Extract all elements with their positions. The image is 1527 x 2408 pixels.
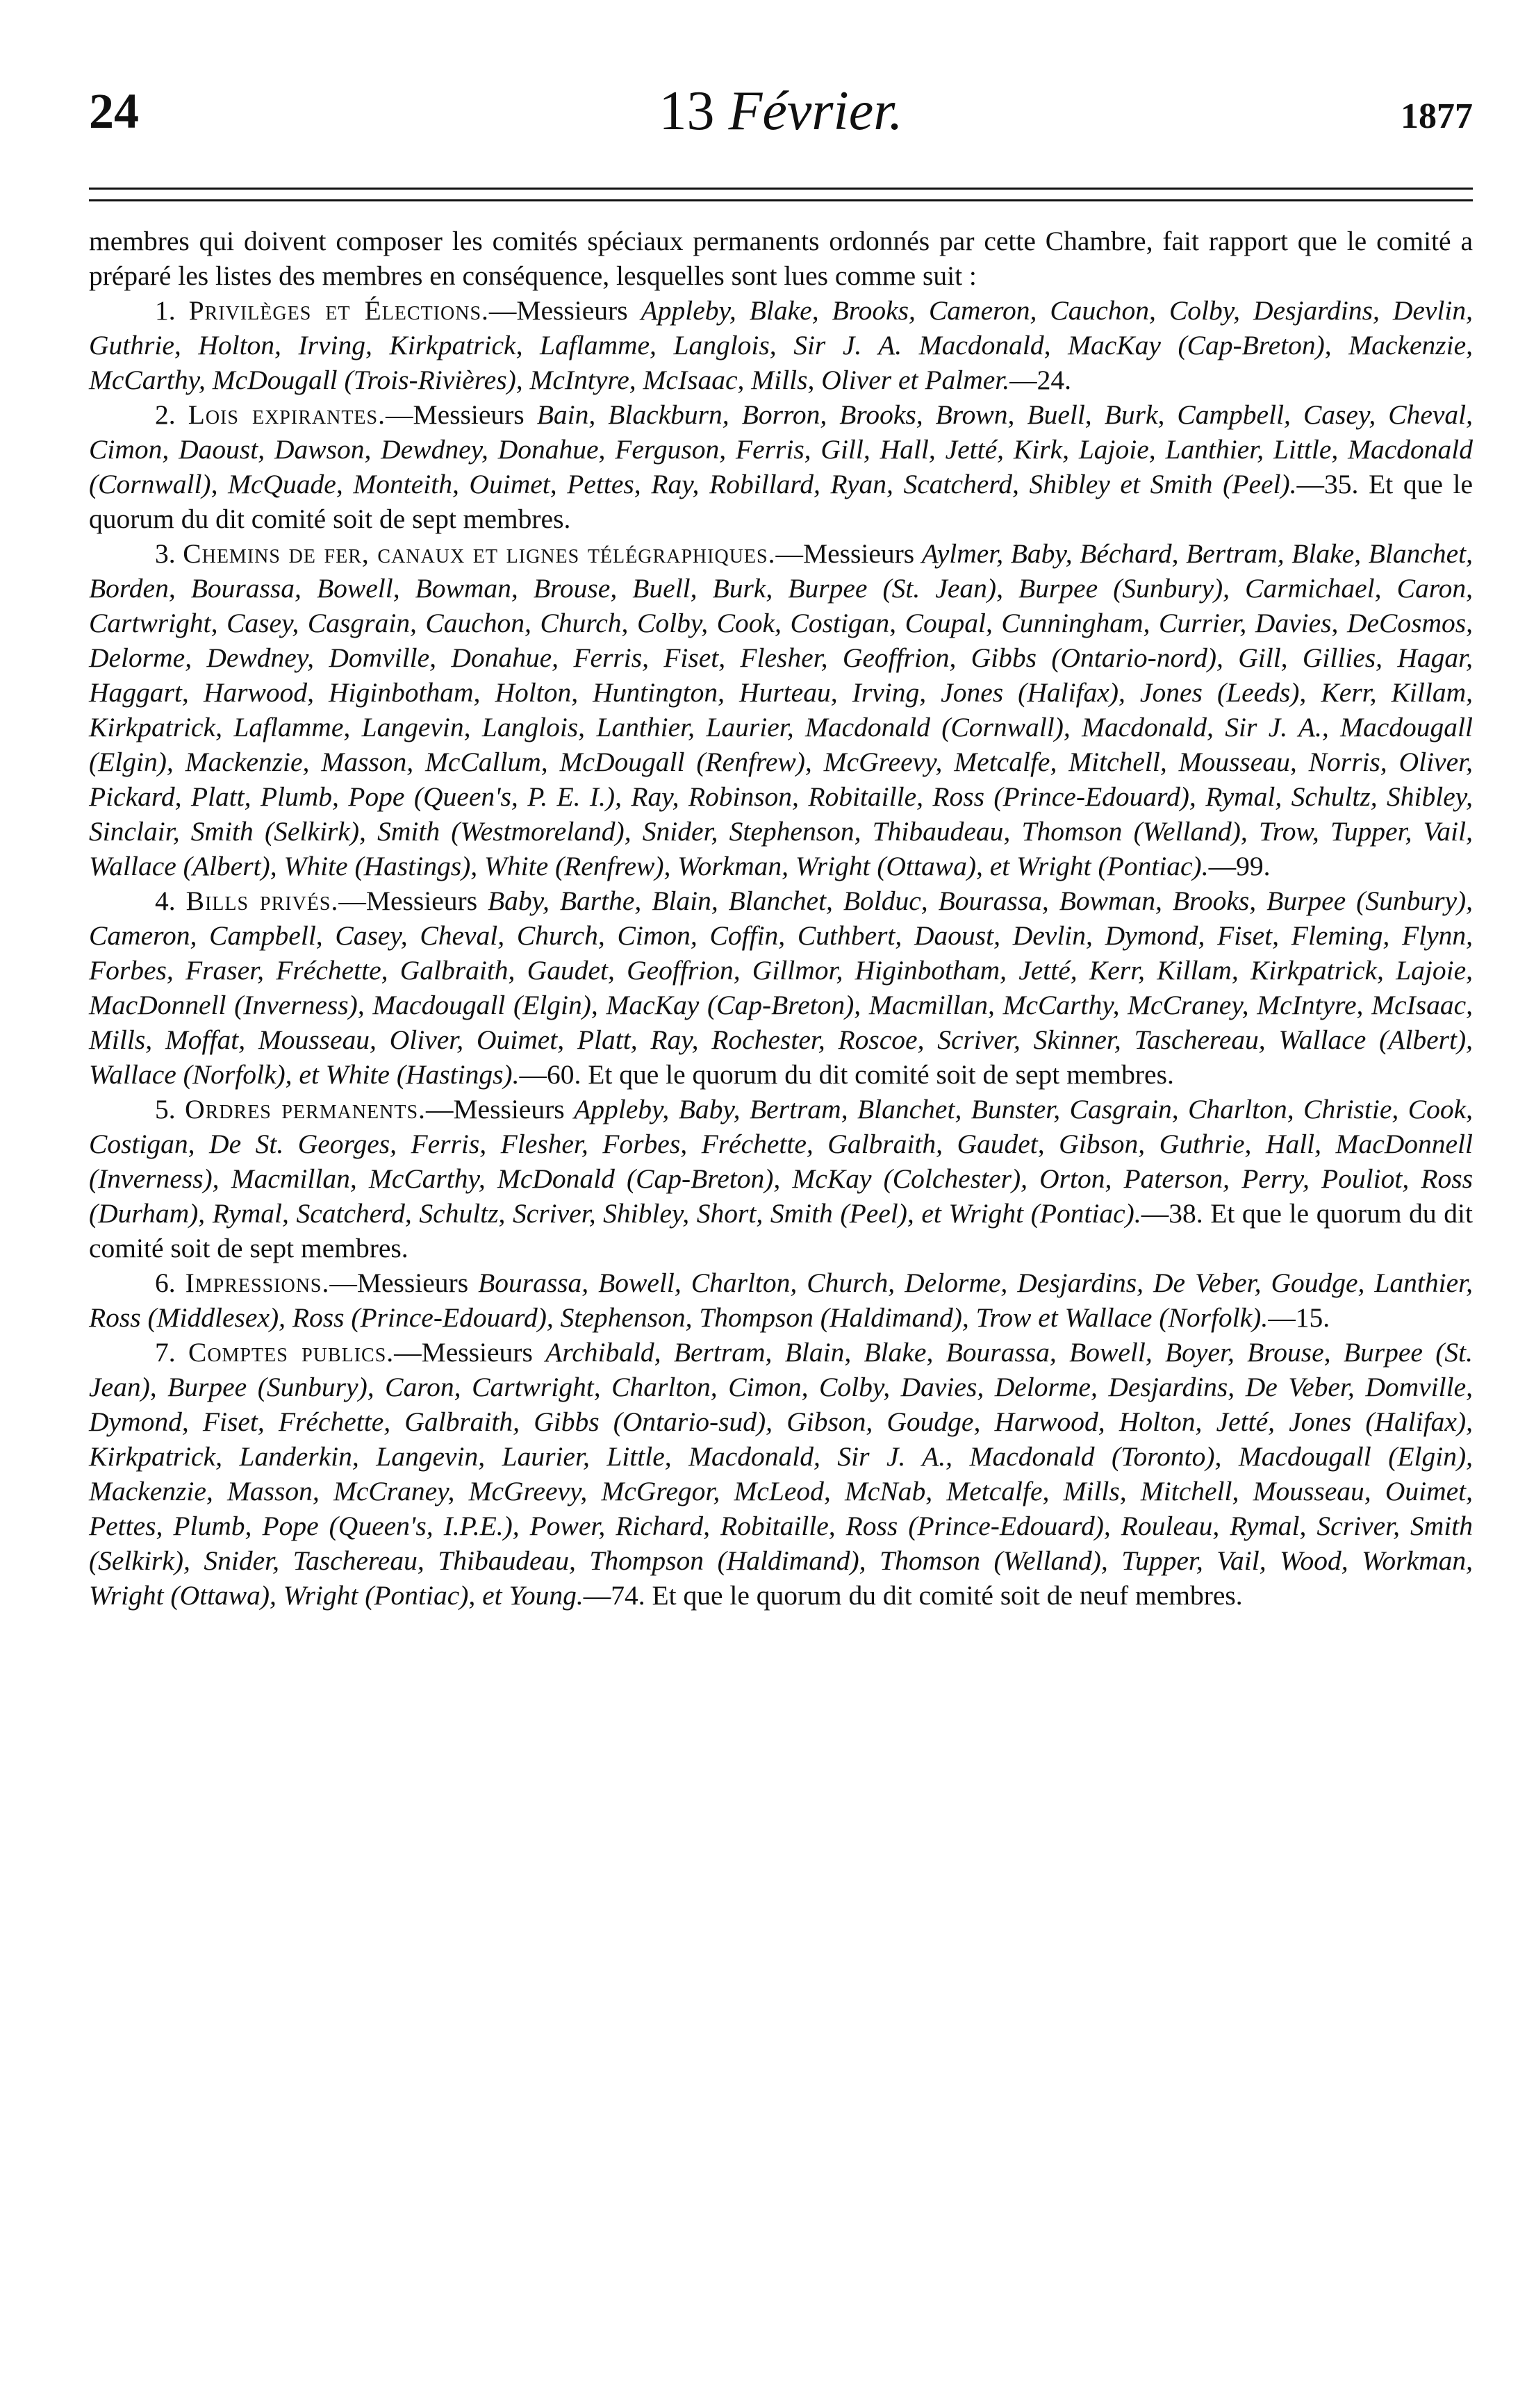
section-7 <box>89 1335 1473 1613</box>
section-1 <box>89 293 1473 397</box>
section-3 <box>89 536 1473 883</box>
section-tail: —74. Et que le quorum du dit comité soit de neuf membres. <box>583 1580 1243 1611</box>
page-number: 24 <box>89 83 139 139</box>
header-year: 1877 <box>1401 97 1473 136</box>
section-number: 1. <box>155 295 176 326</box>
member-names: Appleby, Blake, Brooks, Cameron, Cauchon, Colby, Desjardins, Devlin, Guthrie, Holton, Irving, Kirkpatrick, Laflamme, Langlois, Sir J. A. Macdonald, MacKay (Cap-Breton), Mackenzie, McCarthy, McDougall (Trois-Rivières), McIntyre, McIsaac, Mills, Oliver et Palmer. <box>89 295 1474 395</box>
member-names: Bain, Blackburn, Borron, Brooks, Brown, Buell, Burk, Campbell, Casey, Cheval, Cimon, Daoust, Dawson, Dewdney, Donahue, Ferguson, Ferris, Gill, Hall, Jetté, Kirk, Lajoie, Lanthier, Little, Macdonald (Cornwall), McQuade, Monteith, Ouimet, Pettes, Ray, Robillard, Ryan, Scatcherd, Shibley et Smith (Peel). <box>89 399 1473 499</box>
section-2 <box>89 397 1473 536</box>
section-lead: —Messieurs <box>394 1337 546 1368</box>
member-names: Archibald, Bertram, Blain, Blake, Bourassa, Bowell, Boyer, Brouse, Burpee (St. Jean), Burpee (Sunbury), Caron, Cartwright, Charlton, Cimon, Colby, Davies, Delorme, Desjardins, De Veber, Domville, Dymond, Fiset, Fréchette, Galbraith, Gibbs (Ontario-sud), Gibson, Goudge, Harwood, Holton, Jetté, Jones (Halifax), Kirkpatrick, Landerkin, Langevin, Laurier, Little, Macdonald, Sir J. A., Macdonald (Toronto), Macdougall (Elgin), Mackenzie, Masson, McCraney, McGreevy, McGregor, McLeod, McNab, Metcalfe, Mills, Mitchell, Mousseau, Ouimet, Pettes, Plumb, Pope (Queen's, I.P.E.), Power, Richard, Robitaille, Ross (Prince-Edouard), Rouleau, Rymal, Scriver, Smith (Selkirk), Snider, Taschereau, Thibaudeau, Thompson (Haldimand), Thomson (Welland), Tupper, Vail, Wood, Workman, Wright (Ottawa), Wright (Pontiac), et Young. <box>89 1337 1473 1611</box>
section-number: 7. <box>155 1337 176 1368</box>
section-title: Privilèges et Élections. <box>188 295 489 326</box>
section-lead: —Messieurs <box>488 295 641 326</box>
section-lead: —Messieurs <box>338 886 488 916</box>
section-5 <box>89 1092 1473 1265</box>
body-text <box>89 224 1473 1613</box>
intro-paragraph: membres qui doivent composer les comités spéciaux permanents ordonnés par cette Chambre, fait rapport que le comité a préparé les listes des membres en conséquence, lesquelles sont lues comme suit : <box>89 226 1473 291</box>
section-number: 6. <box>155 1268 176 1298</box>
section-lead: —Messieurs <box>425 1094 575 1124</box>
section-number: 3. <box>155 538 176 569</box>
section-title: Comptes publics. <box>188 1337 395 1368</box>
header-date <box>89 73 1473 149</box>
section-tail: —60. Et que le quorum du dit comité soit de sept membres. <box>519 1059 1174 1090</box>
page-header <box>89 73 1473 149</box>
section-tail: —15. <box>1268 1302 1330 1333</box>
header-month: Février. <box>728 81 903 142</box>
section-number: 5. <box>155 1094 176 1124</box>
section-tail: —38. Et que le quorum du dit comité soit de sept membres. <box>89 1198 1474 1263</box>
section-title: Ordres permanents. <box>185 1094 426 1124</box>
member-names: Bourassa, Bowell, Charlton, Church, Delorme, Desjardins, De Veber, Goudge, Lanthier, Ross (Middlesex), Ross (Prince-Edouard), Stephenson, Thompson (Haldimand), Trow et Wallace (Norfolk). <box>89 1268 1473 1333</box>
section-lead: —Messieurs <box>329 1268 479 1298</box>
section-lead: —Messieurs <box>775 538 922 569</box>
section-title: Chemins de fer, canaux et lignes télégraphiques. <box>183 538 776 569</box>
section-tail: —35. Et que le quorum du dit comité soit de sept membres. <box>89 469 1473 534</box>
section-number: 2. <box>155 399 176 430</box>
member-names: Appleby, Baby, Bertram, Blanchet, Bunster, Casgrain, Charlton, Christie, Cook, Costigan, De St. Georges, Ferris, Flesher, Forbes, Fréchette, Galbraith, Gaudet, Gibson, Guthrie, Hall, MacDonnell (Inverness), Macmillan, McCarthy, McDonald (Cap-Breton), McKay (Colchester), Orton, Paterson, Perry, Pouliot, Ross (Durham), Rymal, Scatcherd, Schultz, Scriver, Shibley, Short, Smith (Peel), et Wright (Pontiac). <box>89 1094 1474 1229</box>
header-double-rule <box>89 188 1473 201</box>
section-6 <box>89 1265 1473 1335</box>
section-tail: —99. <box>1208 851 1271 881</box>
section-4 <box>89 883 1473 1092</box>
section-title: Lois expirantes. <box>188 399 386 430</box>
section-tail: —24. <box>1009 365 1072 395</box>
section-title: Bills privés. <box>185 886 339 916</box>
section-title: Impressions. <box>185 1268 330 1298</box>
header-day: 13 <box>659 81 715 142</box>
section-number: 4. <box>155 886 176 916</box>
member-names: Aylmer, Baby, Béchard, Bertram, Blake, Blanchet, Borden, Bourassa, Bowell, Bowman, Brouse, Buell, Burk, Burpee (St. Jean), Burpee (Sunbury), Carmichael, Caron, Cartwright, Casey, Casgrain, Cauchon, Church, Colby, Cook, Costigan, Coupal, Cunningham, Currier, Davies, DeCosmos, Delorme, Dewdney, Domville, Donahue, Ferris, Fiset, Flesher, Geoffrion, Gibbs (Ontario-nord), Gill, Gillies, Hagar, Haggart, Harwood, Higinbotham, Holton, Huntington, Hurteau, Irving, Jones (Halifax), Jones (Leeds), Kerr, Killam, Kirkpatrick, Laflamme, Langevin, Langlois, Lanthier, Laurier, Macdonald (Cornwall), Macdonald, Sir J. A., Macdougall (Elgin), Mackenzie, Masson, McCallum, McDougall (Renfrew), McGreevy, Metcalfe, Mitchell, Mousseau, Norris, Oliver, Pickard, Platt, Plumb, Pope (Queen's, P. E. I.), Ray, Robinson, Robitaille, Ross (Prince-Edouard), Rymal, Schultz, Shibley, Sinclair, Smith (Selkirk), Smith (Westmoreland), Snider, Stephenson, Thibaudeau, Thomson (Welland), Trow, Tupper, Vail, Wallace (Albert), White (Hastings), White (Renfrew), Workman, Wright (Ottawa), et Wright (Pontiac). <box>89 538 1473 881</box>
section-lead: —Messieurs <box>385 399 537 430</box>
member-names: Baby, Barthe, Blain, Blanchet, Bolduc, Bourassa, Bowman, Brooks, Burpee (Sunbury), Cameron, Campbell, Casey, Cheval, Church, Cimon, Coffin, Cuthbert, Daoust, Devlin, Dymond, Fiset, Fleming, Flynn, Forbes, Fraser, Fréchette, Galbraith, Gaudet, Geoffrion, Gillmor, Higinbotham, Jetté, Kerr, Killam, Kirkpatrick, Lajoie, MacDonnell (Inverness), Macdougall (Elgin), MacKay (Cap-Breton), Macmillan, McCarthy, McCraney, McIntyre, McIsaac, Mills, Moffat, Mousseau, Oliver, Ouimet, Platt, Ray, Rochester, Roscoe, Scriver, Skinner, Taschereau, Wallace (Albert), Wallace (Norfolk), et White (Hastings). <box>89 886 1474 1090</box>
